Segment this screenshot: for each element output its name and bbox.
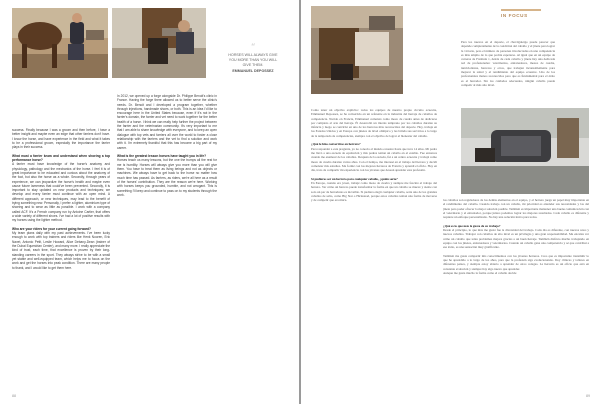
- right-column-2: [443, 198, 589, 392]
- right-answer-3: Desde el principio, lo que más me gustó fue la diversidad del trabajo. Cada día es diferente, con nuevos retos y nuevos caballos. Trabajar con caballos de alto nivel es un privilegio y una gran responsabilidad. Me encanta ver cómo un caballo que tenía problemas mejora gracias a un buen herraje. También disfruto mucho trabajando en equipo con los jinetes, entrenadores y veterinarios. Cuando un caballo gana una competencia y sé que contribuí a ese éxito, es una sensación muy gratificante.: [443, 228, 589, 250]
- right-answer-1: Para responder a esta pregunta, yo no conocía el mundo ecuestre hasta que tuve 14 años. Mi padre me llevó a una escuela de equitación y mis padres tenían un caballo en el establo. Fue entonces cuando me enamoré de los caballos. Después de la escuela, fui a un centro ecuestre y trabajé como mozo de cuadra durante varios años. Con el tiempo, me interesé en el trabajo del herrero y decidí comenzar mis estudios. Me formé con los mejores herreros de Francia y aprendí el oficio. Hoy en día, trato de compartir mi experiencia con los jóvenes que desean aprender esta profesión.: [311, 146, 437, 173]
- col2-question: What is the greatest lesson horses have taught you in life?: [117, 154, 207, 159]
- pull-quote-author: EMMANUEL DEPOSSEZ: [232, 69, 274, 73]
- photo-shoe-on-hoof-image: [461, 108, 589, 194]
- col1-answer-1: A farrier must have knowledge of the horse's anatomy and physiology, pathology and the mechanics of the horse. I feel it is of great importance to be educated and curious about the anatomy of the foot, but also the horse as a whole. Secondly, through years of experience, we can jeopardize the horse's health and maybe even cause future lameness that could've been prevented. Secondly, it is important to stay updated on new products and techniques; we develop and every farrier must continue with an open mind. A different approach, or new techniques, may lead to the benefit of trying something new. Personally, I prefer a lighter, aluminium type of shoeing and to wear as little as possible. I work with a company called ACF. It's a French company run by Antoine Cartier, that offers a wide variety of different shoes. I've had a lot of positive results with my horses using the lighter method.: [12, 162, 110, 223]
- col1-intro: success. Finally because I was a groom and then before, I have a better insight and maybe even an edge that other farriers don't have. I know the horse, and have experience in the field and what it takes to be a professional groom, especially the importance the farrier plays in their success.: [12, 128, 110, 150]
- quote-mark-icon: “: [250, 43, 256, 53]
- photo-hoof-hammering: [311, 6, 403, 94]
- photo-shoe-on-hoof: [461, 108, 589, 194]
- left-column-1: [12, 128, 110, 390]
- col2-answer: Horses teach us many lessons, but the one the trumps all the rest for me is humility. Horses will always give you more than you will give them. You have to treat them as living beings and not as objects or machines. We always have to get back to the horse no matter how much time has passed. As farriers, as riders, we're all here as a result of the horses' contribution. They are the reason we're here. Working with horses keeps you grounded, humble, and not arrogant. This is something I'll keep and continue to pass on to my students through the work.: [117, 158, 217, 197]
- photo-farrier-shoeing-horse-image: [12, 8, 108, 78]
- right-intro: Para los nuevos en el deporte, el chovdgaleigo puede parecer que depende completamente de la condición del caballo y el jinete para lograr la victoria, pero el número de personas involucradas en una competencia es más amplio de lo que podría esperarse. Al igual que en un equipo de carreras de Fórmula 1, detrás de cada caballo y jinete hay una dedicada red de profesionales: veterinarios, entrenadores, mozos de cuadra, nutricionistas, herreros y otros, que trabajan incansablemente para mejorar la salud y el rendimiento del equipo ecuestre. Uno de los profesionales menos reconocidos pero que es fundamental para el éxito es el herrador. Sin los cuidados adecuados, ningún caballo puede competir al más alto nivel.: [461, 40, 555, 87]
- right-question-3: ¿Qué es lo que más le gusta de su trabajo?: [443, 223, 501, 228]
- page-number-right: 89: [586, 394, 590, 398]
- right-col2-bottom: Aunque me gusta mucho la forma como el caballo decide: [443, 271, 517, 276]
- pull-quote-text: HORSES WILL ALWAYS GIVE YOU MORE THAN YOU WILL GIVE THEM.: [228, 53, 278, 67]
- page-number-left: 88: [12, 394, 16, 398]
- section-label: IN FOCUS: [501, 9, 541, 18]
- right-question-1: ¿Qué le hizo convertirse en herrero?: [311, 142, 361, 147]
- photo-farrier-shoeing-horse: [12, 8, 108, 78]
- right-col2-top: los caballos son reguladores de los demás elementos en el equipo, y el herrero juega un papel muy importante en el rendimiento del caballo. Cuando trabajo con un caballo, mi prioridad es entender sus necesidades y las del jinete para poder ofrecer la mejor solución posible. También es importante mantener una buena comunicación con el veterinario y el entrenador, porque juntos podemos lograr los mejores resultados. Cada caballo es diferente y requiere un enfoque personalizado. No hay una solución única para todos.: [443, 198, 589, 220]
- pull-quote: [226, 44, 280, 74]
- col1-answer-2: My team plans daily with my past achievements. I've been lucky enough to work with top trainers and riders like Henk Nooren, Eric Navet, Antonio Petit, Leslie Howard, Alice Debany-Dean (trainer of the Dubai Equestrian Center), and many more. I really appreciate the kind of trust, each time, that excellence is proven by their long-standing careers in the sport. They always strive to be with a small yet stable and well-equipped team, which helps me to focus on the work and get the horses into peak condition. There are many people to thank, and I would like to get them here.: [12, 231, 110, 270]
- right-answer-3b: También me gusta compartir mis conocimientos con los jóvenes herreros. Creo que es importante transmitir lo que he aprendido a lo largo de los años, para que la profesión siga evolucionando. Doy clínicas y talleres en diferentes países, y siempre estoy abierto a aprender de otros colegas. La herrería es un oficio que está en constante evolución y siempre hay algo nuevo que aprender.: [443, 253, 589, 271]
- col2-text: In 2012, we opened up a forge alongside Dr. Philippe Benoit's clinic in France. Having the forge there allowed us to better serve the clinic's needs. Dr. Benoit and I developed a program together, whether through injections, handmade shoes, or both. This is an idea I'd like to encourage here in the United States because, even if it's not in the farrier's domain, the farrier and vet need to work together for the better health of a horse. I think we can really help further the project between the farrier and the veterinarian community. It's very important to me that I am able to share knowledge with everyone, and to keep an open dialogue with top vets and farriers all over the world to foster a close relationship with the farriers and the vet to find a solution and work with it. I'm extremely thankful that this has become a big part of my career.: [117, 94, 217, 150]
- col1-question-2: Who are your riders for your current going forward?: [12, 226, 91, 231]
- right-column-1: [311, 108, 437, 390]
- photo-horse-hoof-closeup: [112, 8, 206, 78]
- right-page: [301, 0, 600, 404]
- right-question-2: Si pudieras ser un herrero para cualquier caballo, ¿quién sería?: [311, 176, 398, 181]
- right-column-1-top: [461, 40, 555, 104]
- left-column-2: [117, 94, 217, 354]
- photo-hoof-hammering-image: [311, 6, 403, 94]
- col1-question-1: What must a farrier know and understand when shoeing a top performance horse?: [12, 153, 110, 163]
- photo-horse-hoof-closeup-image: [112, 8, 206, 78]
- right-answer-2: En Europa, cuando era joven, trabajé como mozo de cuadra y siempre me fascinó el trabajo del herrero. Ver cómo un herrero puede transformar la forma en que un caballo se mueve y siente con solo un par de herraduras es increíble. Si pudiera elegir cualquier caballo, sería uno de los grandes caballos de salto, como Big Star o Hickstead, porque estos caballos tenían una forma de moverse y de competir que era única.: [311, 181, 437, 203]
- left-page: [0, 0, 299, 404]
- right-col1-bottom: Como tener un objetivo explícito: todos los equipos de nuestro propio circuito ecuestre, Emmanuel Depossez, se ha convertido en un referente en la industria del herraje de caballos de competencia. Nacido en Francia, Emmanuel comenzó como mozo de cuadra antes de dedicarse por completo al arte del herraje. Él desarrolló un interés temprano por los caballos durante su infancia y luego se convirtió en uno de los herreros más reconocidos del deporte. Hoy, trabaja en los Estados Unidos y en Europa con jinetes de nivel olímpico y les brinda sus servicios a lo largo de la temporada de competencias, siempre con el objetivo de lograr el bienestar del caballo.: [311, 108, 437, 138]
